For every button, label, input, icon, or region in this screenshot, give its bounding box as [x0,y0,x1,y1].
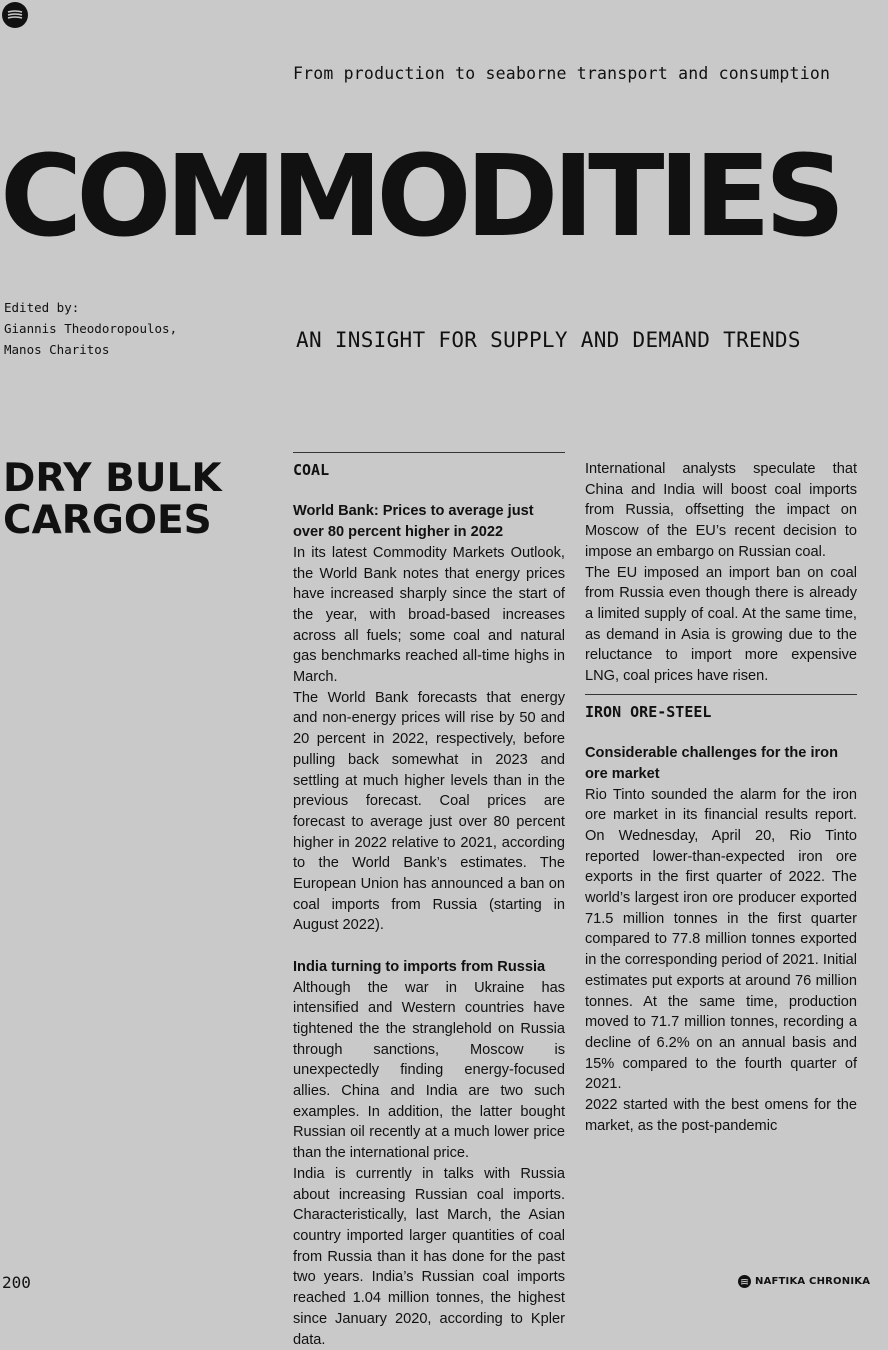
header-subtitle: From production to seaborne transport and consumption [293,64,831,83]
page-number: 200 [2,1273,31,1292]
article-column-1 [293,452,565,1350]
editors-label: Edited by: [4,300,80,315]
brand-logo-icon [2,2,28,28]
header-tagline: AN INSIGHT FOR SUPPLY AND DEMAND TRENDS [296,328,801,352]
brand-logo-icon [738,1275,751,1288]
article-paragraph: 2022 started with the best omens for the market, as the post-pandemic [585,1097,857,1134]
article-paragraph: The World Bank forecasts that energy and non-energy prices will rise by 50 and 20 percent in 2022, respectively, before pulling back somewhat in 2023 and settling at much higher levels than in the previous forecast. Coal prices are forecast to average just over 80 percent higher in 2022 relative to 2021, according to the World Bank’s estimates. The European Union has announced a ban on coal imports from Russia (starting in August 2022). [293,689,565,934]
editor-name: Manos Charitos [4,342,110,357]
masthead-title: COMMODITIES [0,132,840,262]
editors-block [4,297,224,360]
article-paragraph: International analysts speculate that China and India will boost coal imports from Russia, offsetting the impact on Moscow of the EU’s recent decision to impose an embargo on Russian coal. [585,461,857,560]
category-coal: COAL [293,461,330,479]
article-paragraph: Rio Tinto sounded the alarm for the iron ore market in its financial results report. On Wednesday, April 20, Rio Tinto reported lower-than-expected iron ore exports in the first quarter of 2022. The world’s largest iron ore producer exported 71.5 million tonnes in the first quarter compared to 77.8 million tonnes exported in the corresponding period of 2021. Initial estimates put exports at around 76 million tonnes. At the same time, production moved to 71.7 million tonnes, recording a decline of 6.2% on an annual basis and 15% compared to the fourth quarter of 2021. [585,786,857,1093]
footer-brand [738,1275,870,1288]
editor-name: Giannis Theodoropoulos, [4,321,178,336]
section-title [3,458,263,542]
article-paragraph: The EU imposed an import ban on coal from Russia even though there is already a limited supply of coal. At the same time, as demand in Asia is growing due to the reluctance to import more expensive LNG, coal prices have risen. [585,564,857,685]
section-title-line: DRY BULK [3,456,222,501]
article-paragraph: India is currently in talks with Russia about increasing Russian coal imports. Characteristically, last March, the Asian country imported larger quantities of coal from Russia than it has done for the past two years. India’s Russian coal imports reached 1.04 million tonnes, the highest since January 2020, according to Kpler data. [293,1165,565,1348]
article-heading: World Bank: Prices to average just over 80 percent higher in 2022 [293,503,534,541]
footer-brand-name: NAFTIKA CHRONIKA [755,1276,871,1287]
section-title-line: CARGOES [3,498,212,543]
article-column-2 [585,459,857,1136]
article-paragraph: Although the war in Ukraine has intensified and Western countries have tightened the the stranglehold on Russia through sanctions, Moscow is unexpectedly finding energy-focused allies. China and India are two such examples. In addition, the latter bought Russian oil recently at a much lower price than the international price. [293,979,565,1162]
category-iron-ore-steel: IRON ORE-STEEL [585,702,712,721]
article-heading: India turning to imports from Russia [293,958,546,975]
article-heading: Considerable challenges for the iron ore market [585,745,839,782]
article-paragraph: In its latest Commodity Markets Outlook, the World Bank notes that energy prices have increased sharply since the start of the year, with broad-based increases across all fuels; some coal and natural gas benchmarks reached all-time highs in March. [293,544,565,686]
